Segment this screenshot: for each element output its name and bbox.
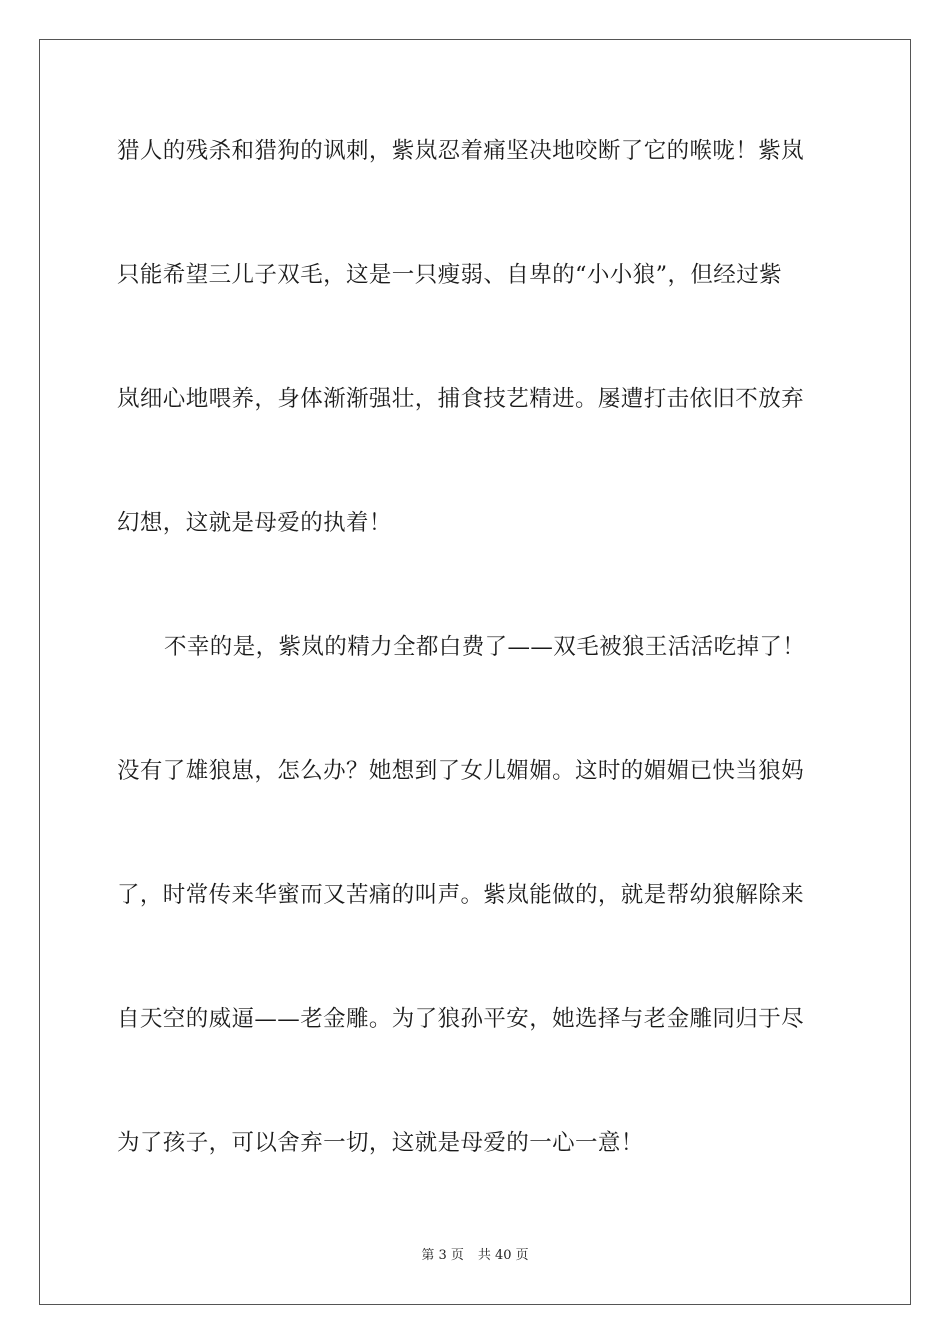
page-total: 共 40 页: [477, 1248, 529, 1263]
text-line-3: 岚细心地喂养，身体渐渐强壮，捕食技艺精进。屡遭打击依旧不放弃: [117, 386, 805, 412]
page-border: [39, 39, 911, 1305]
page-number: 第 3 页: [421, 1248, 464, 1263]
paragraph-start-line: 不幸的是，紫岚的精力全都白费了——双毛被狼王活活吃掉了！: [164, 634, 806, 660]
text-line-1: 猎人的残杀和猎狗的讽刺，紫岚忍着痛坚决地咬断了它的喉咙！紫岚: [117, 138, 805, 164]
text-line-6: 没有了雄狼崽，怎么办？她想到了女儿媚媚。这时的媚媚已快当狼妈: [117, 758, 805, 784]
page-footer: [0, 1248, 950, 1264]
text-line-7: 了，时常传来华蜜而又苦痛的叫声。紫岚能做的，就是帮幼狼解除来: [117, 882, 805, 908]
text-line-2: 只能希望三儿子双毛，这是一只瘦弱、自卑的“小小狼”，但经过紫: [117, 262, 783, 288]
text-line-9: 为了孩子，可以舍弃一切，这就是母爱的一心一意！: [117, 1130, 644, 1156]
text-line-8: 自天空的威逼——老金雕。为了狼孙平安，她选择与老金雕同归于尽: [117, 1006, 805, 1032]
text-line-4: 幻想，这就是母爱的执着！: [117, 510, 392, 536]
